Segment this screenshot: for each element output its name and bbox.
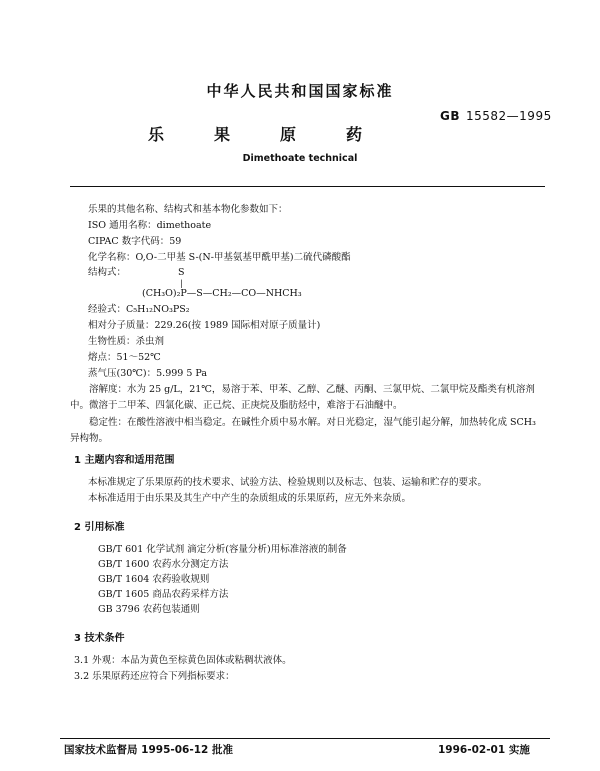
reference-item: GB/T 1605 商品农药采样方法 [98,589,229,600]
structure-sulfur: S [178,267,185,278]
reference-item: GB/T 1600 农药水分测定方法 [98,559,229,570]
solubility: 溶解度：水为 25 g/L，21℃，易溶于苯、甲苯、乙醇、乙醚、丙酮、三氯甲烷、二氯甲烷及酯类有机溶剂中。微溶于二甲苯、四氯化碳、正己烷、正庚烷及脂肪烃中，难溶于石油醚中。 [70,384,535,411]
section-2-heading: 2 引用标准 [74,522,125,533]
standard-prefix: GB [440,109,460,123]
document-title-en: Dimethoate technical [242,153,358,164]
chemical-name: 化学名称：O,O-二甲基 S-(N-甲基氨基甲酰甲基)二硫代磷酸酯 [88,252,351,263]
reference-item: GB/T 601 化学试剂 滴定分析(容量分析)用标准溶液的制备 [98,544,347,555]
structure-label: 结构式： [88,267,127,278]
cipac-code: CIPAC 数字代码：59 [88,236,182,247]
empirical-formula: 经验式：C₅H₁₂NO₃PS₂ [88,304,190,315]
structure-formula: (CH₃O)₂P—S—CH₂—CO—NHCH₃ [142,288,302,299]
issuing-organization: 中华人民共和国国家标准 [206,82,394,100]
vapor-pressure: 蒸气压(30℃)：5.999 5 Pa [88,368,208,379]
reference-item: GB/T 1604 农药验收规则 [98,574,210,585]
structure-double-bond: | [180,279,183,288]
section-3-heading: 3 技术条件 [74,633,125,644]
section-1-paragraph-1: 本标准规定了乐果原药的技术要求、试验方法、检验规则以及标志、包装、运输和贮存的要求。 [88,477,488,488]
approval-date: 国家技术监督局 1995-06-12 批准 [64,744,233,756]
stability: 稳定性：在酸性溶液中相当稳定。在碱性介质中易水解。对日光稳定，湿气能引起分解，加热转化成 SCH₃ 异构物。 [70,417,536,444]
iso-name: ISO 通用名称：dimethoate [88,220,212,231]
standard-code: 15582—1995 [466,109,552,123]
reference-item: GB 3796 农药包装通则 [98,604,200,615]
biological-property: 生物性质：杀虫剂 [88,336,165,347]
header-divider [70,186,545,187]
section-1-heading: 1 主题内容和适用范围 [74,455,175,466]
document-title-cn: 乐果原药 [148,125,413,144]
standard-number [440,109,552,123]
molecular-mass: 相对分子质量：229.26(按 1989 国际相对原子质量计) [88,320,321,331]
clause-3-1: 3.1 外观：本品为黄色至棕黄色固体或粘稠状液体。 [74,655,292,666]
melting-point: 熔点：51～52℃ [88,352,161,363]
section-1-paragraph-2: 本标准适用于由乐果及其生产中产生的杂质组成的乐果原药，应无外来杂质。 [88,493,412,504]
footer-divider [60,738,550,739]
clause-3-2: 3.2 乐果原药还应符合下列指标要求： [74,671,235,682]
intro-lead: 乐果的其他名称、结构式和基本物化参数如下： [88,204,288,215]
effective-date: 1996-02-01 实施 [438,744,530,756]
